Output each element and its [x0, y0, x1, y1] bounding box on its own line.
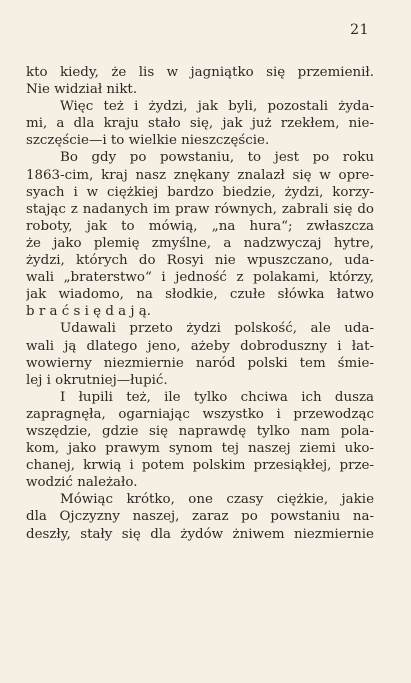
text-line: b r a ć s i ę d a j ą.	[26, 304, 152, 320]
page-number: 21	[350, 22, 369, 38]
text-line: lej i okrutniej—łupić.	[26, 372, 168, 388]
text-line: szczęście—i to wielkie nieszczęście.	[26, 133, 270, 149]
text-line: mi, a dla kraju stało się, jak już rzekłem, nie-	[26, 116, 374, 132]
text-line: zapragnęła, ogarniając wszystko i przewodząc	[26, 406, 374, 422]
text-line: wali „braterstwo“ i jedność z polakami, którzy,	[26, 270, 374, 286]
body-text	[26, 64, 374, 543]
text-line: deszły, stały się dla żydów żniwem niezmiernie	[26, 526, 374, 542]
text-line: Udawali przeto żydzi polskość, ale uda-	[60, 321, 374, 337]
text-line: stając z nadanych im praw równych, zabrali się do	[26, 201, 374, 217]
text-line: wali ją dlatego jeno, ażeby dobroduszny i łat-	[26, 338, 374, 354]
text-line: Bo gdy po powstaniu, to jest po roku	[60, 150, 374, 166]
text-line: dla Ojczyzny naszej, zaraz po powstaniu na-	[26, 509, 374, 525]
text-line: Więc też i żydzi, jak byli, pozostali żyda-	[60, 99, 374, 115]
text-line: wowierny niezmiernie naród polski tem śmie-	[26, 355, 374, 371]
text-line: żydzi, których do Rosyi nie wpuszczano, uda-	[26, 253, 374, 269]
text-line: 1863-cim, kraj nasz znękany znalazł się w opre-	[26, 167, 374, 183]
text-line: wszędzie, gdzie się naprawdę tylko nam pola-	[26, 423, 374, 439]
text-line: Mówiąc krótko, one czasy ciężkie, jakie	[60, 492, 374, 508]
text-line: kto kiedy, że lis w jagniątko się przemienił.	[26, 65, 374, 80]
text-line: Nie widział nikt.	[26, 82, 138, 98]
text-line: I łupili też, ile tylko chciwa ich dusza	[60, 389, 374, 405]
text-line: chanej, krwią i potem polskim przesiąkłej, prze-	[26, 458, 374, 474]
text-line: jak wiadomo, na słodkie, czułe słówka łatwo	[26, 287, 374, 303]
text-line: że jako plemię zmyślne, a nadzwyczaj hytre,	[26, 235, 374, 251]
text-line: roboty, jak to mówią, „na hura“; zwłaszcza	[26, 218, 374, 234]
text-line: syach i w ciężkiej bardzo biedzie, żydzi, korzy-	[26, 184, 374, 200]
text-line: wodzić należało.	[26, 475, 138, 491]
text-line: kom, jako prawym synom tej naszej ziemi uko-	[26, 441, 374, 457]
